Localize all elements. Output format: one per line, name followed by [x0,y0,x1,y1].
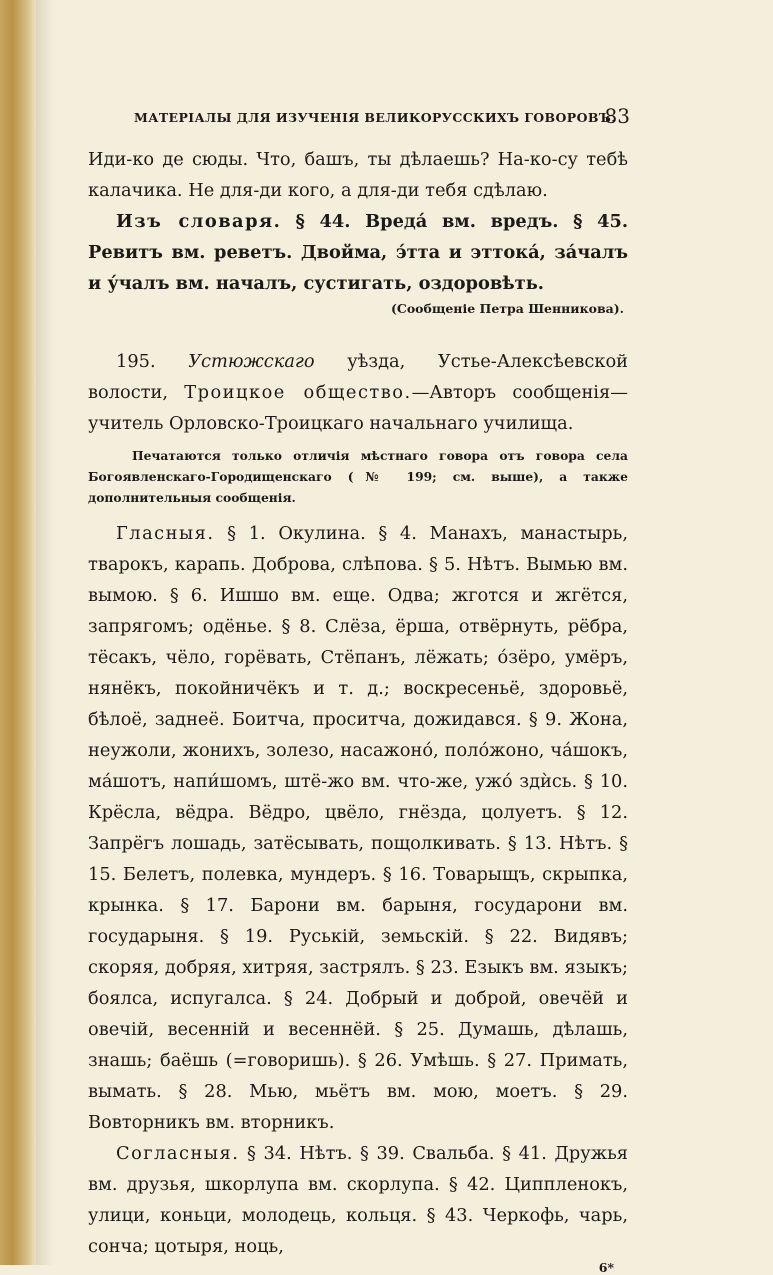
book-page [88,98,628,1275]
signature-mark: 6* [598,1260,614,1275]
consonants-text: § 34. Нѣтъ. § 39. Свальба. § 41. Дружья вм. друзья, шкорлупа вм. скорлупа. § 42. Циппленокъ, улици, коньци, молодець, кольця. § 43. Черкофь, чарь, сонча; цотыря, ноць, [88,1143,629,1257]
gutter-shadow [36,0,54,1265]
dictionary-text: § 44. Вредá вм. вредъ. § 45. Ревитъ вм. реветъ. Двойма, э́тта и эттокá, зáчалъ и у́чалъ вм. началъ, сустигать, оздоровѣть. [88,211,629,294]
vowels-text: § 1. Окулина. § 4. Манахъ, манастырь, тварокъ, карапь. Доброва, слѣпова. § 5. Нѣтъ. Вымью вм. вымою. § 6. Ишшо вм. еще. Одва; жготся и жгётся, запрягомъ; одёнье. § 8. Слёза, ёрша, отвёрнуть, рёбра, тёсакъ, чёло, горёвать, Стёпанъ, лёжать; óзёро, умёръ, нянёкъ, покойничёкъ и т. д.; воскресеньё, здоровьё, бѣлоё, заднеё. Боитча, проситча, дожидався. § 9. Жона, неужоли, жонихъ, золезо, насажонó, полóжоно, чáшокъ, мáшотъ, напи́шомъ, штё-жо вм. что-же, ужó здѝсь. § 10. Крёсла, вёдра. Вёдро, цвёло, гнёзда, цолуетъ. § 12. Запрёгъ лошадь, затёсывать, пощолкивать. § 13. Нѣтъ. § 15. Белетъ, полевка, мундеръ. § 16. Товарыщъ, скрыпка, крынка. § 17. Барони вм. барыня, государони вм. государыня. § 19. Руській, земьскій. § 22. Видявъ; скоряя, добряя, хитряя, застрялъ. § 23. Езыкъ вм. языкъ; боялса, испугалса. § 24. Добрый и доброй, овечёй и овечій, весенній и весеннёй. § 25. Думашь, дѣлашь, знашь; баёшь (=говоришь). § 26. Умѣшь. § 27. Примать, вымать. § 28. Мью, мьётъ вм. мою, моетъ. § 29. Вовторникъ вм. вторникъ. [88,523,628,1133]
running-head-title: МАТЕРІАЛЫ ДЛЯ ИЗУЧЕНІЯ ВЕЛИКОРУССКИХЪ ГОВОРОВЪ. [134,110,616,125]
section-195 [88,346,628,1275]
dictionary-label: Изъ словаря. [116,211,282,232]
consonants-label: Согласныя. [116,1143,240,1164]
consonants-paragraph [88,1138,628,1262]
section-number: 195. [116,351,156,372]
report-signature: (Сообщеніе Петра Шенникова). [390,301,624,316]
running-head [88,98,628,132]
district-name: Устюжскаго [188,351,315,372]
dictionary-paragraph [88,206,628,299]
editorial-note: Печатаются только отличія мѣстнаго говора отъ говора села Богоявленскаго-Городищенскаго (№ 199; см. выше), а также дополнительныя сообщенія. [88,448,628,505]
vowels-label: Гласныя. [116,523,215,544]
page-number: 83 [604,104,630,128]
book-binding-edge [0,0,36,1265]
vowels-paragraph [88,518,628,1138]
heading-rest: уѣзда, Устье-Алексѣевской волости, [88,351,629,403]
dialogue-paragraph: Иди-ко де сюды. Что, башъ, ты дѣлаешь? На-ко-су тебѣ калачика. Не для-ди кого, а для-ди тебя сдѣлаю. [88,149,628,201]
heading-tail: —Авторъ сообщенія—учитель Орловско-Троицкаго начальнаго училища. [88,382,628,434]
section-heading [88,346,628,439]
society-name: Троицкое общество. [184,382,412,403]
